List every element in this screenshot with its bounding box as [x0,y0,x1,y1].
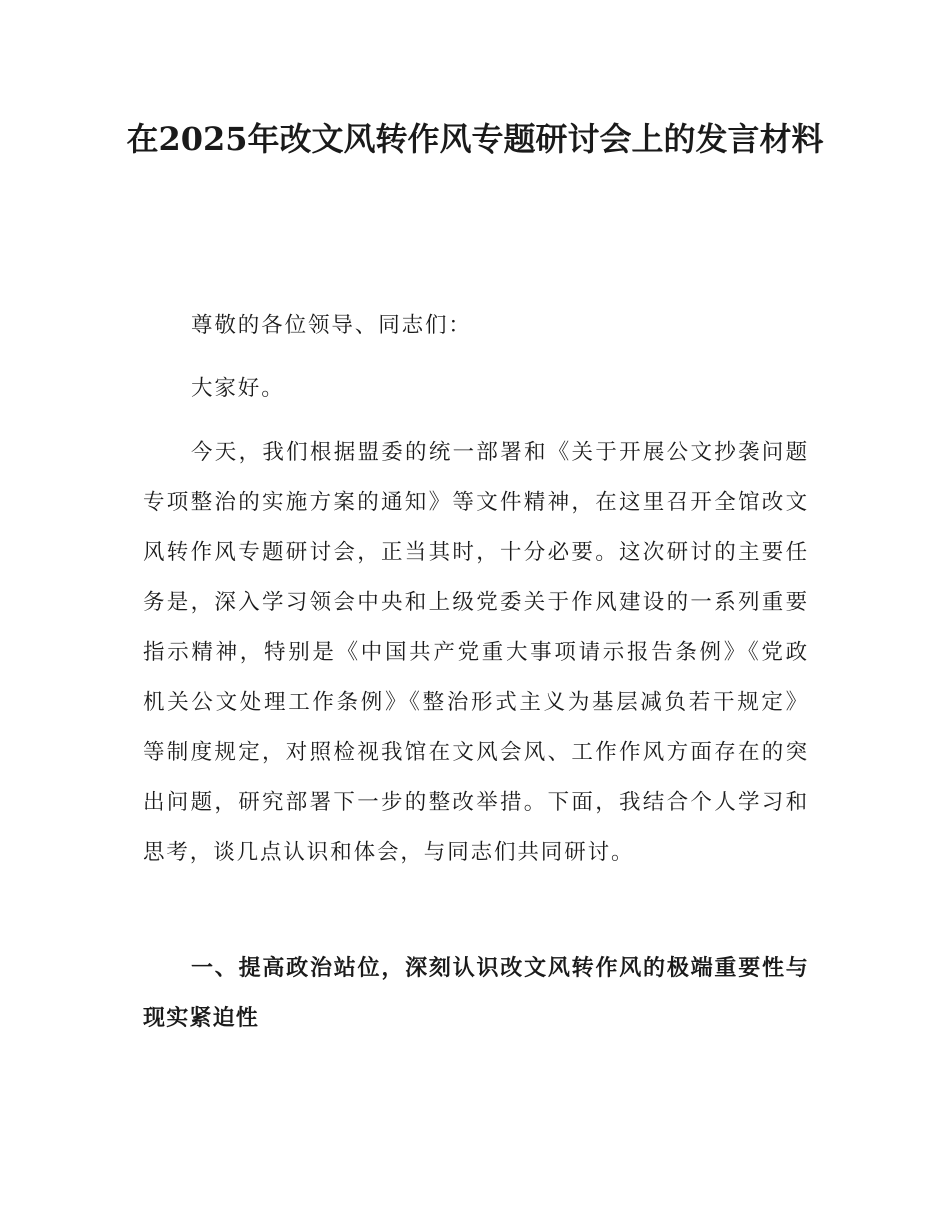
section-heading: 一、提高政治站位，深刻认识改文风转作风的极端重要性与现实紧迫性 [143,956,809,1031]
body-paragraph: 今天，我们根据盟委的统一部署和《关于开展公文抄袭问题专项整治的实施方案的通知》等文件精神，在这里召开全馆改文风转作风专题研讨会，正当其时，十分必要。这次研讨的主要任务是，深入学习领会中央和上级党委关于作风建设的一系列重要指示精神，特别是《中国共产党重大事项请示报告条例》《党政机关公文处理工作条例》《整治形式主义为基层减负若干规定》等制度规定，对照检视我馆在文风会风、工作作风方面存在的突出问题，研究部署下一步的整改举措。下面，我结合个人学习和思考，谈几点认识和体会，与同志们共同研讨。 [143,440,809,865]
greeting: 大家好。 [191,376,285,401]
salutation: 尊敬的各位领导、同志们： [191,313,472,338]
document-title: 在2025年改文风转作风专题研讨会上的发言材料 [126,120,824,158]
